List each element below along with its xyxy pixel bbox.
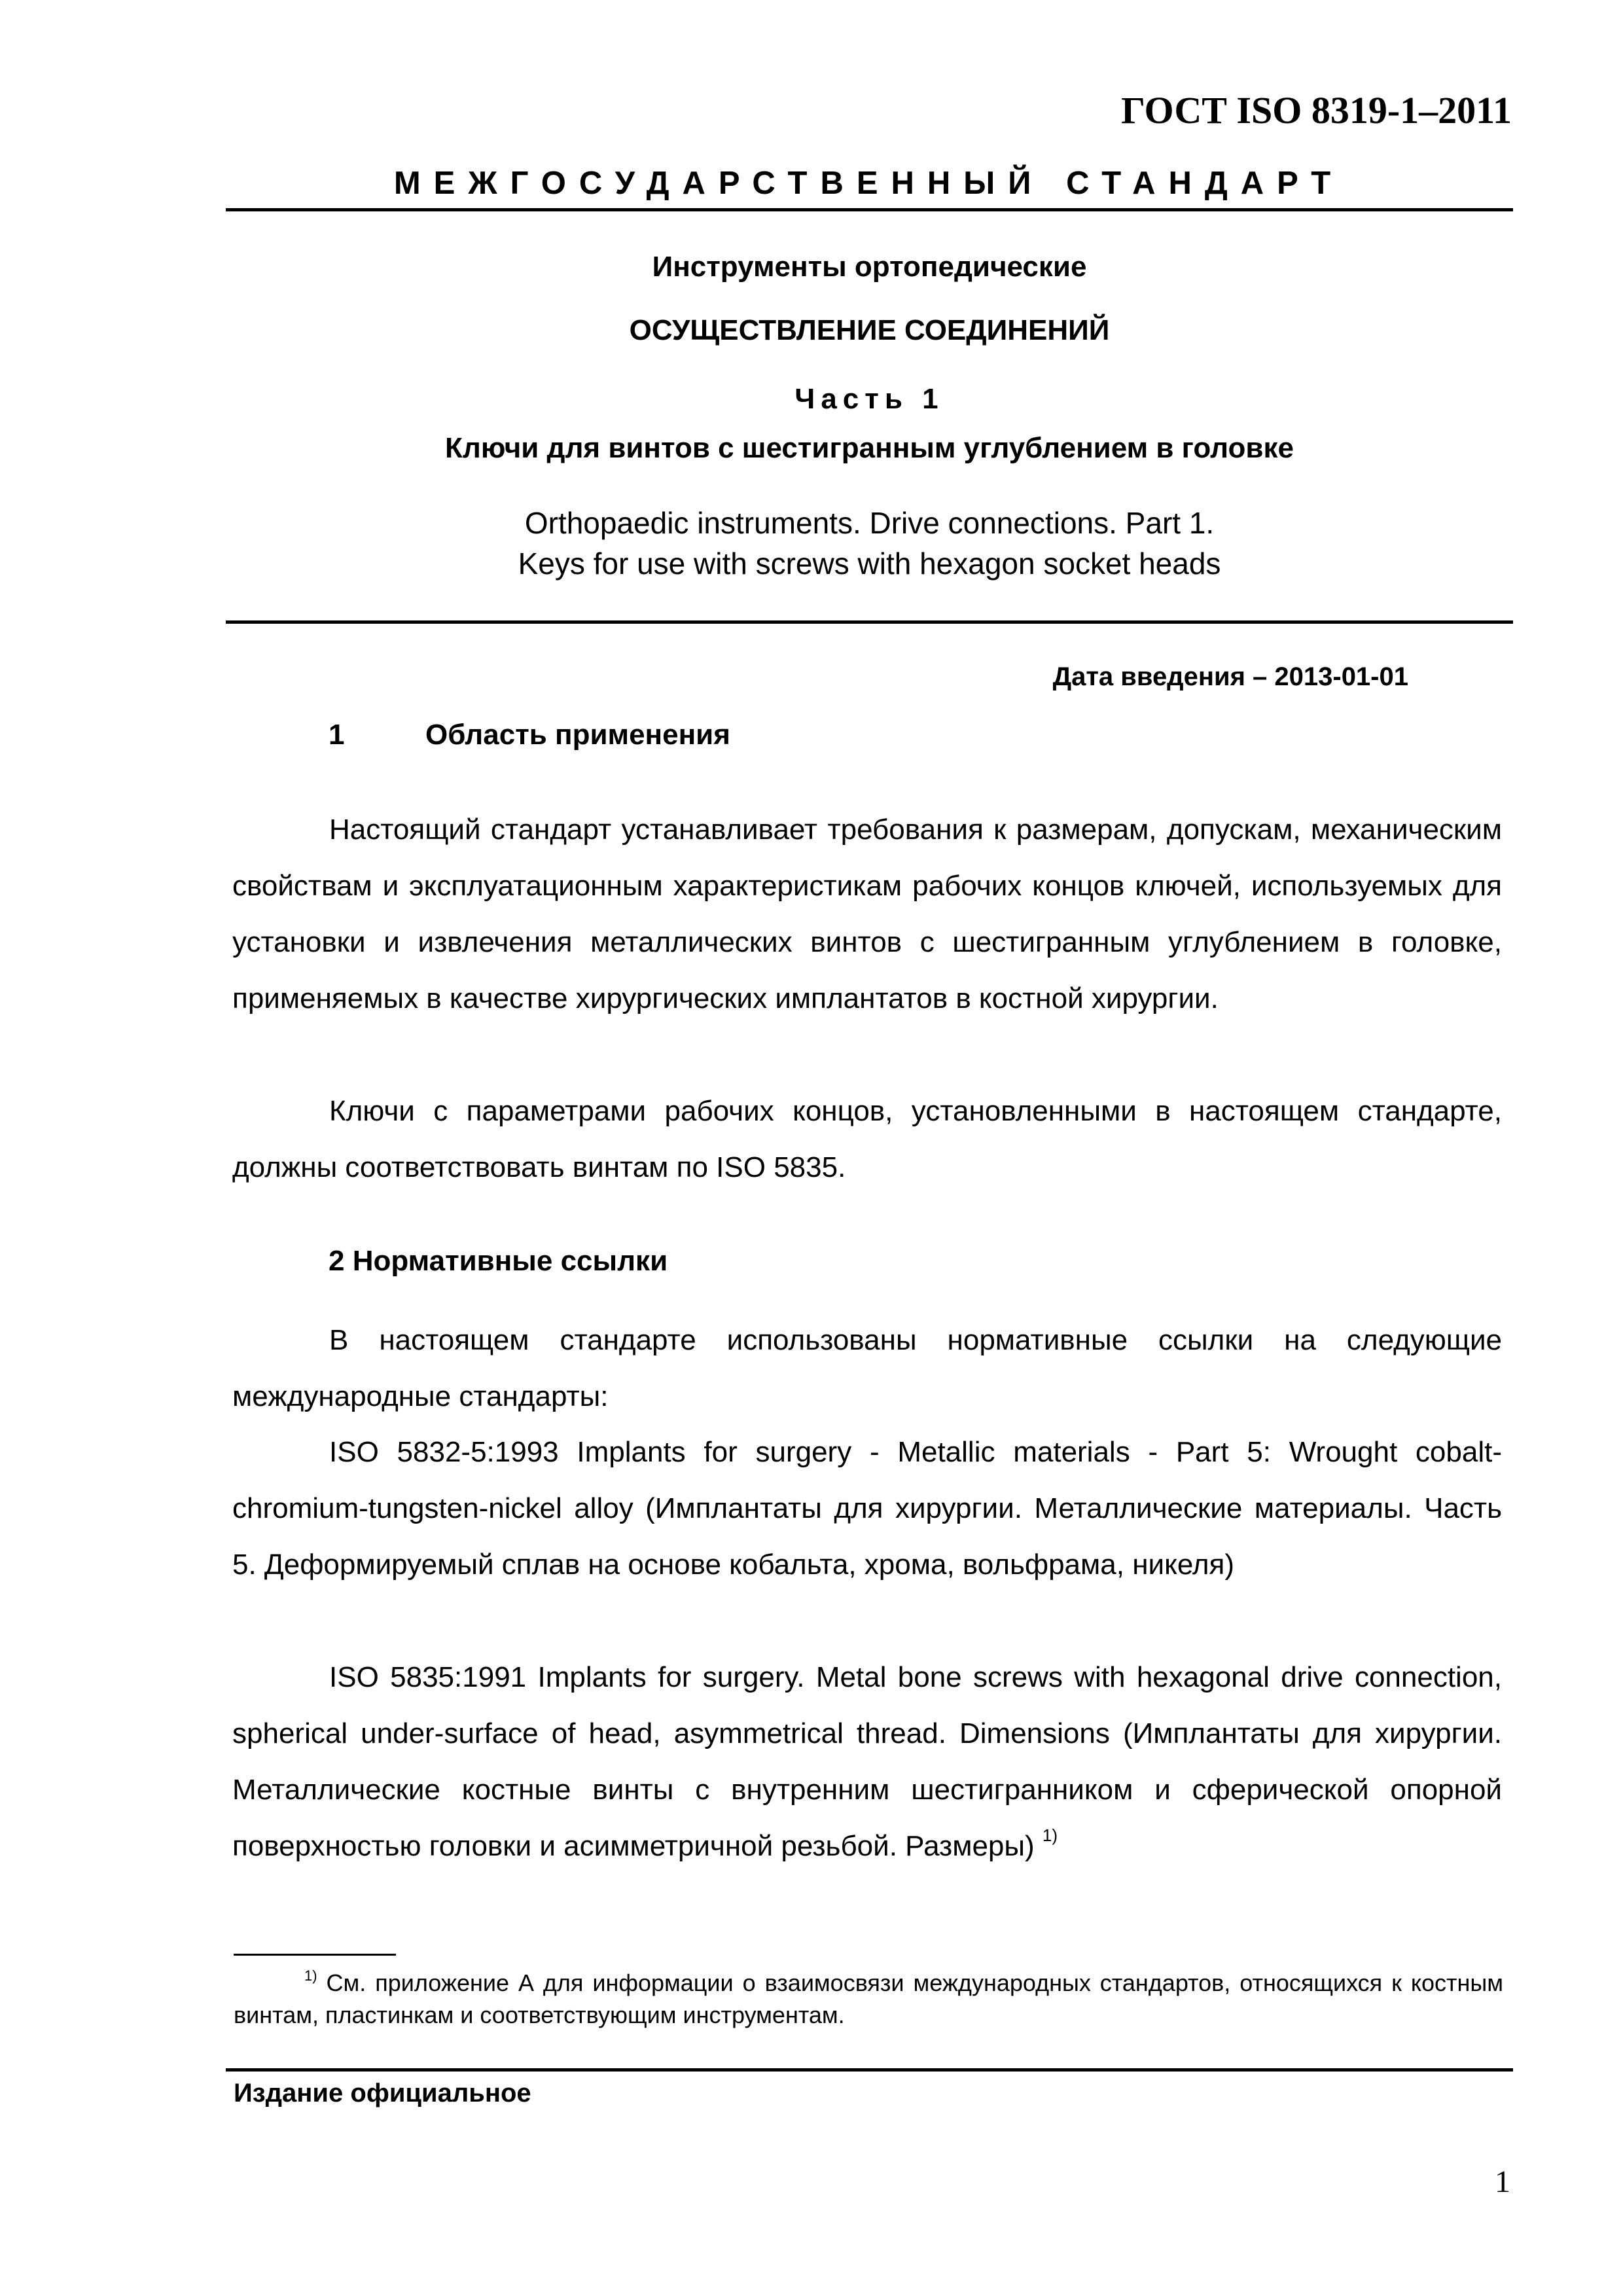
section-2-paragraph-2: ISO 5832-5:1993 Implants for surgery - Metallic materials - Part 5: Wrought cobalt-chromium-tungsten-nickel alloy (Имплантаты для хирургии. Металлические материалы. Часть 5. Деформируемый сплав на основе кобальта, хрома, вольфрама, никеля) [232,1436,1502,1581]
footnote-text: См. приложение А для информации о взаимосвязи международных стандартов, относящихся к костным винтам, пластинкам и соответствующим инструментам. [234,1969,1504,2028]
introduction-date: Дата введения – 2013-01-01 [1052,662,1408,691]
document-code: ГОСТ ISO 8319-1–2011 [1121,89,1512,132]
section-2-paragraph-3 [232,1649,1502,1874]
title-part: Часть 1 [794,383,944,415]
header-rule [226,208,1513,211]
title-line-1: Инструменты ортопедические [652,251,1087,283]
section-2-paragraph-1: В настоящем стандарте использованы нормативные ссылки на следующие международные стандарты: [232,1324,1502,1412]
section-1-number: 1 [329,719,345,751]
section-1-paragraph-2: Ключи с параметрами рабочих концов, установленными в настоящем стандарте, должны соответствовать винтам по ISO 5835. [232,1095,1502,1183]
english-title-line-1: Orthopaedic instruments. Drive connections. Part 1. [524,506,1215,540]
section-1-title: Область применения [425,719,730,751]
title-line-4: Ключи для винтов с шестигранным углублением в головке [445,432,1294,464]
section-1-paragraph-1: Настоящий стандарт устанавливает требования к размерам, допускам, механическим свойствам и эксплуатационным характеристикам рабочих концов ключей, используемых для установки и извлечения металлических винтов с шестигранным углублением в головке, применяемых в качестве хирургических имплантатов в костной хирургии. [232,814,1502,1014]
official-edition-label: Издание официальное [234,2079,531,2108]
footnote-separator [234,1954,396,1956]
page-number: 1 [1495,2164,1510,2199]
interstate-standard-label: МЕЖГОСУДАРСТВЕННЫЙ СТАНДАРТ [393,166,1344,201]
reference-text: ISO 5835:1991 Implants for surgery. Metal bone screws with hexagonal drive connection, spherical under-surface of head, asymmetrical thread. Dimensions (Имплантаты для хирургии. Металлические костные винты с внутренним шестигранником и сферической опорной поверхностью головки и асимметричной резьбой. Размеры) [232,1661,1502,1862]
footnote [234,1967,1503,2031]
title-rule [226,620,1513,624]
title-line-2: ОСУЩЕСТВЛЕНИЕ СОЕДИНЕНИЙ [629,314,1110,346]
footer-rule [226,2068,1513,2072]
footnote-reference-mark: 1) [1042,1825,1058,1845]
section-2-title: 2 Нормативные ссылки [329,1245,668,1277]
footnote-mark: 1) [304,1967,317,1984]
english-title-line-2: Keys for use with screws with hexagon socket heads [518,547,1221,581]
